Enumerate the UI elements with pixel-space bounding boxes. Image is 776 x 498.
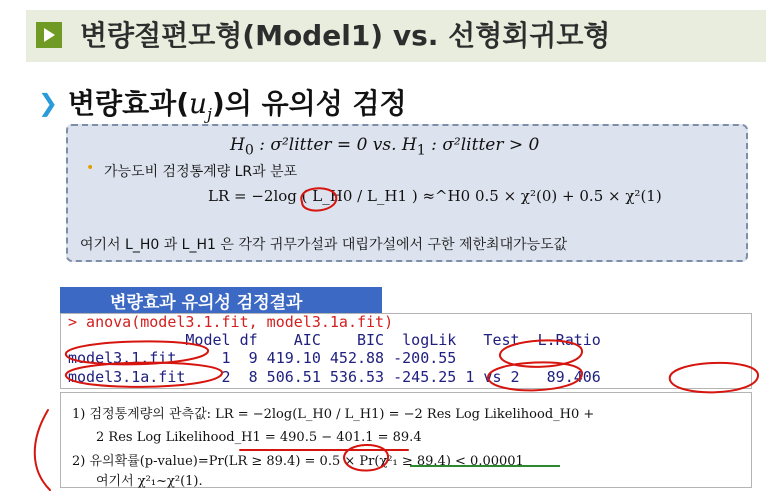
ink-bracket-left [35, 410, 50, 490]
h0-sub: 0 [244, 142, 254, 159]
h1-sub: 1 [416, 142, 426, 159]
note-1-continued: 2 Res Log Likelihood_H1 = 490.5 − 401.1 = 89.4 [96, 430, 422, 445]
table-row: model3.1a.fit 2 8 506.51 536.53 -245.25 1 vs 2 89.406 [68, 368, 601, 386]
where-text: 여기서 L_H0 과 L_H1 은 각각 귀무가설과 대립가설에서 구한 제한최대가능도값 [80, 237, 568, 253]
h0-rest: : σ²litter = 0 vs. H [253, 135, 417, 155]
hypothesis-line [230, 135, 539, 158]
heading-var: u [189, 87, 208, 120]
heading-prefix: 변량효과( [68, 87, 189, 120]
table-header: Model df AIC BIC logLik Test L.Ratio [68, 331, 601, 349]
slide-title: 변량절편모형(Model1) vs. 선형회귀모형 [80, 19, 611, 52]
note-1: 1) 검정통계량의 관측값: LR = −2log(L_H0 / L_H1) = −2 Res Log Likelihood_H0 + [72, 407, 595, 422]
h1-rest: : σ²litter > 0 [425, 135, 540, 155]
lr-formula: LR = −2log ( L_H0 / L_H1 ) ≈^H0 0.5 × χ²(0) + 0.5 × χ²(1) [208, 187, 662, 205]
note-2-continued: 여기서 χ²₁~χ²(1). [96, 474, 203, 489]
h0-symbol: H [230, 135, 245, 155]
result-header: 변량효과 유의성 검정결과 [60, 287, 382, 313]
table-row: model3.1.fit 1 9 419.10 452.88 -200.55 [68, 349, 457, 367]
section-heading [68, 82, 407, 124]
heading-var-sub: j [207, 104, 213, 124]
r-command: > anova(model3.1.fit, model3.1a.fit) [68, 313, 394, 331]
chevron-right-icon: ❯ [38, 89, 59, 117]
play-icon-triangle [44, 28, 55, 42]
bullet-text: 가능도비 검정통계량 LR과 분포 [104, 164, 298, 180]
heading-suffix: )의 유의성 검정 [212, 87, 407, 120]
bullet-icon: • [86, 160, 95, 176]
note-2: 2) 유의확률(p-value)=Pr(LR ≥ 89.4) = 0.5 × Pr(χ²₁ ≥ 89.4) < 0.00001 [72, 454, 524, 469]
